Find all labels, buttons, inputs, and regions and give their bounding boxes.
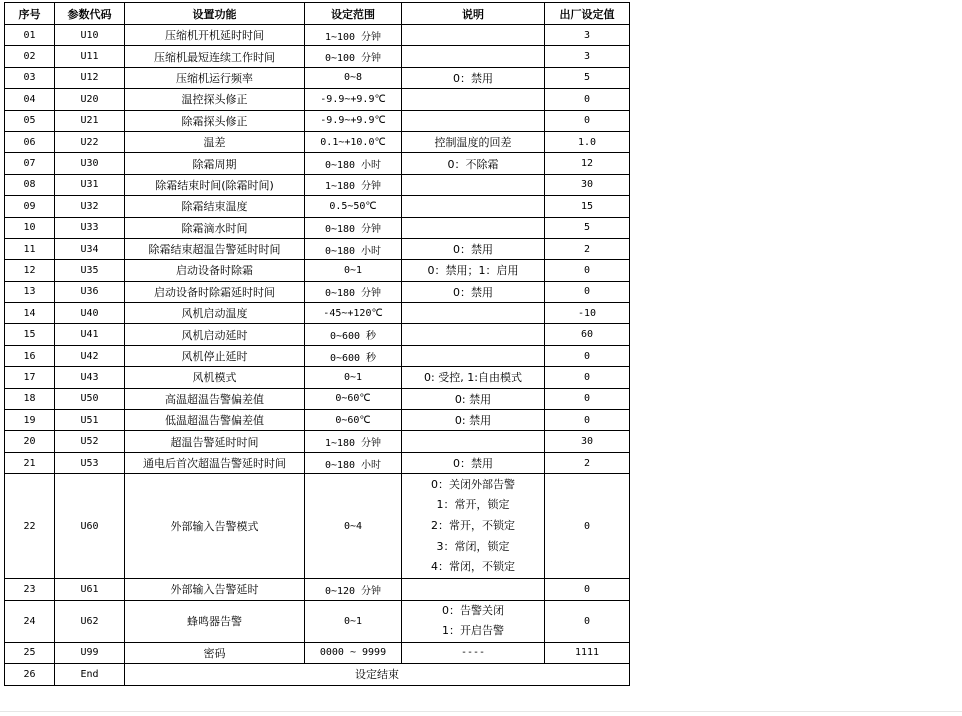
cell-no: 21 (5, 452, 55, 473)
table-row (5, 664, 630, 685)
table-row (5, 174, 630, 195)
cell-description: 0: 禁用 (402, 388, 545, 409)
cell-code: U50 (55, 388, 125, 409)
cell-range: 0~180 小时 (305, 452, 402, 473)
cell-function: 风机停止延时 (125, 345, 305, 366)
cell-default: 0 (545, 474, 630, 579)
cell-code: U61 (55, 579, 125, 600)
cell-range: 0~120 分钟 (305, 579, 402, 600)
cell-function: 风机启动延时 (125, 324, 305, 345)
cell-default: 0 (545, 345, 630, 366)
description-line: 0：关闭外部告警 (431, 477, 515, 491)
cell-no: 25 (5, 642, 55, 663)
table-row (5, 345, 630, 366)
cell-code: U41 (55, 324, 125, 345)
cell-default: 5 (545, 217, 630, 238)
cell-code: U99 (55, 642, 125, 663)
cell-range: 0~180 小时 (305, 153, 402, 174)
cell-code: U35 (55, 260, 125, 281)
cell-description (402, 345, 545, 366)
cell-function: 温差 (125, 131, 305, 152)
cell-function: 风机模式 (125, 367, 305, 388)
cell-default: 0 (545, 367, 630, 388)
cell-range: 0~1 (305, 367, 402, 388)
cell-range: 0~60℃ (305, 410, 402, 431)
cell-description: 0：禁用 (402, 238, 545, 259)
header-no: 序号 (5, 3, 55, 25)
cell-code: U34 (55, 238, 125, 259)
cell-description: 0: 受控, 1:自由模式 (402, 367, 545, 388)
table-row (5, 579, 630, 600)
cell-description (402, 474, 545, 579)
cell-default: 3 (545, 25, 630, 46)
cell-default: -10 (545, 303, 630, 324)
cell-default: 2 (545, 452, 630, 473)
cell-default: 0 (545, 110, 630, 131)
cell-range: -45~+120℃ (305, 303, 402, 324)
cell-code: U11 (55, 46, 125, 67)
table-header (5, 3, 630, 25)
cell-function: 压缩机运行频率 (125, 67, 305, 88)
cell-function: 高温超温告警偏差值 (125, 388, 305, 409)
cell-function: 除霜周期 (125, 153, 305, 174)
cell-code: U12 (55, 67, 125, 88)
cell-description (402, 217, 545, 238)
cell-function: 除霜结束时间(除霜时间) (125, 174, 305, 195)
cell-description: 0：不除霜 (402, 153, 545, 174)
cell-range: -9.9~+9.9℃ (305, 89, 402, 110)
table-row (5, 410, 630, 431)
cell-code: U22 (55, 131, 125, 152)
cell-function: 通电后首次超温告警延时时间 (125, 452, 305, 473)
cell-no: 10 (5, 217, 55, 238)
cell-function: 启动设备时除霜 (125, 260, 305, 281)
cell-code: U10 (55, 25, 125, 46)
cell-code: U30 (55, 153, 125, 174)
description-line: 1：常开，锁定 (436, 498, 510, 512)
cell-description: ---- (402, 642, 545, 663)
table-row (5, 238, 630, 259)
cell-code: U21 (55, 110, 125, 131)
cell-code: U33 (55, 217, 125, 238)
cell-range: 0~100 分钟 (305, 46, 402, 67)
cell-description: 0：禁用 (402, 452, 545, 473)
cell-default: 0 (545, 600, 630, 642)
table-row (5, 89, 630, 110)
cell-code: U62 (55, 600, 125, 642)
cell-function: 除霜结束温度 (125, 196, 305, 217)
cell-code: U53 (55, 452, 125, 473)
table-row (5, 110, 630, 131)
parameter-table (4, 2, 630, 686)
cell-code: U43 (55, 367, 125, 388)
cell-range: 0~1 (305, 260, 402, 281)
table-row (5, 367, 630, 388)
cell-no: 23 (5, 579, 55, 600)
cell-no: 15 (5, 324, 55, 345)
cell-range: 1~180 分钟 (305, 174, 402, 195)
cell-range: 0~60℃ (305, 388, 402, 409)
cell-range: 0.5~50℃ (305, 196, 402, 217)
cell-function: 压缩机开机延时时间 (125, 25, 305, 46)
cell-description (402, 600, 545, 642)
cell-no: 11 (5, 238, 55, 259)
cell-range: 0~600 秒 (305, 324, 402, 345)
cell-function: 温控探头修正 (125, 89, 305, 110)
cell-description: 0：禁用 (402, 281, 545, 302)
cell-code: U36 (55, 281, 125, 302)
cell-no: 20 (5, 431, 55, 452)
cell-function: 低温超温告警偏差值 (125, 410, 305, 431)
cell-range: 0~180 分钟 (305, 217, 402, 238)
cell-no: 08 (5, 174, 55, 195)
table-row (5, 67, 630, 88)
cell-range: 0~8 (305, 67, 402, 88)
cell-function: 密码 (125, 642, 305, 663)
cell-code: U32 (55, 196, 125, 217)
cell-default: 30 (545, 174, 630, 195)
description-line: 3：常闭，锁定 (436, 539, 510, 553)
cell-description (402, 25, 545, 46)
cell-default: 0 (545, 89, 630, 110)
table-body (5, 25, 630, 686)
table-row (5, 46, 630, 67)
description-line: 2：常开，不锁定 (431, 518, 515, 532)
description-line: 1：开启告警 (442, 624, 504, 638)
cell-description (402, 46, 545, 67)
cell-range: 0~4 (305, 474, 402, 579)
cell-function: 压缩机最短连续工作时间 (125, 46, 305, 67)
table-row (5, 25, 630, 46)
cell-default: 60 (545, 324, 630, 345)
cell-default: 1111 (545, 642, 630, 663)
cell-default: 1.0 (545, 131, 630, 152)
cell-range: 0000 ~ 9999 (305, 642, 402, 663)
header-description: 说明 (402, 3, 545, 25)
cell-default: 0 (545, 260, 630, 281)
description-line: 4：常闭，不锁定 (431, 560, 515, 574)
cell-default: 2 (545, 238, 630, 259)
cell-function: 启动设备时除霜延时时间 (125, 281, 305, 302)
cell-code: U42 (55, 345, 125, 366)
cell-code: U31 (55, 174, 125, 195)
cell-no: 04 (5, 89, 55, 110)
cell-code: End (55, 664, 125, 685)
header-range: 设定范围 (305, 3, 402, 25)
cell-no: 18 (5, 388, 55, 409)
table-row (5, 303, 630, 324)
table-row (5, 260, 630, 281)
cell-range: 0~180 小时 (305, 238, 402, 259)
cell-description (402, 431, 545, 452)
table-row (5, 474, 630, 579)
table-row (5, 324, 630, 345)
cell-function: 蜂鸣器告警 (125, 600, 305, 642)
cell-no: 19 (5, 410, 55, 431)
cell-description (402, 174, 545, 195)
cell-function: 超温告警延时时间 (125, 431, 305, 452)
cell-description (402, 110, 545, 131)
cell-default: 0 (545, 579, 630, 600)
table-row (5, 431, 630, 452)
cell-end-merged: 设定结束 (125, 664, 630, 685)
cell-no: 09 (5, 196, 55, 217)
cell-range: 0.1~+10.0℃ (305, 131, 402, 152)
cell-range: 1~100 分钟 (305, 25, 402, 46)
cell-description (402, 303, 545, 324)
cell-default: 12 (545, 153, 630, 174)
table-row (5, 281, 630, 302)
cell-no: 01 (5, 25, 55, 46)
table-row (5, 131, 630, 152)
cell-range: -9.9~+9.9℃ (305, 110, 402, 131)
cell-function: 除霜滴水时间 (125, 217, 305, 238)
cell-range: 0~1 (305, 600, 402, 642)
cell-code: U51 (55, 410, 125, 431)
table-row (5, 196, 630, 217)
cell-description (402, 89, 545, 110)
cell-function: 风机启动温度 (125, 303, 305, 324)
cell-no: 13 (5, 281, 55, 302)
cell-no: 07 (5, 153, 55, 174)
table-row (5, 600, 630, 642)
cell-default: 15 (545, 196, 630, 217)
cell-no: 24 (5, 600, 55, 642)
cell-description: 控制温度的回差 (402, 131, 545, 152)
cell-function: 外部输入告警模式 (125, 474, 305, 579)
cell-no: 22 (5, 474, 55, 579)
cell-description: 0：禁用；1：启用 (402, 260, 545, 281)
page-bottom-rule (0, 711, 962, 712)
cell-range: 0~180 分钟 (305, 281, 402, 302)
cell-no: 02 (5, 46, 55, 67)
table-row (5, 388, 630, 409)
cell-code: U40 (55, 303, 125, 324)
header-code: 参数代码 (55, 3, 125, 25)
header-function: 设置功能 (125, 3, 305, 25)
cell-range: 1~180 分钟 (305, 431, 402, 452)
cell-default: 0 (545, 410, 630, 431)
cell-description (402, 196, 545, 217)
cell-no: 16 (5, 345, 55, 366)
cell-no: 06 (5, 131, 55, 152)
cell-function: 外部输入告警延时 (125, 579, 305, 600)
header-default: 出厂设定值 (545, 3, 630, 25)
cell-code: U20 (55, 89, 125, 110)
cell-code: U60 (55, 474, 125, 579)
cell-function: 除霜探头修正 (125, 110, 305, 131)
cell-description: 0: 禁用 (402, 410, 545, 431)
table-row (5, 642, 630, 663)
cell-default: 30 (545, 431, 630, 452)
cell-no: 26 (5, 664, 55, 685)
cell-description: 0：禁用 (402, 67, 545, 88)
table-row (5, 153, 630, 174)
cell-no: 03 (5, 67, 55, 88)
cell-no: 12 (5, 260, 55, 281)
table-row (5, 452, 630, 473)
cell-no: 14 (5, 303, 55, 324)
cell-code: U52 (55, 431, 125, 452)
description-line: 0：告警关闭 (442, 603, 504, 617)
cell-function: 除霜结束超温告警延时时间 (125, 238, 305, 259)
cell-no: 17 (5, 367, 55, 388)
cell-description (402, 579, 545, 600)
cell-default: 0 (545, 281, 630, 302)
cell-default: 5 (545, 67, 630, 88)
cell-no: 05 (5, 110, 55, 131)
table-row (5, 217, 630, 238)
cell-description (402, 324, 545, 345)
cell-range: 0~600 秒 (305, 345, 402, 366)
cell-default: 3 (545, 46, 630, 67)
cell-default: 0 (545, 388, 630, 409)
